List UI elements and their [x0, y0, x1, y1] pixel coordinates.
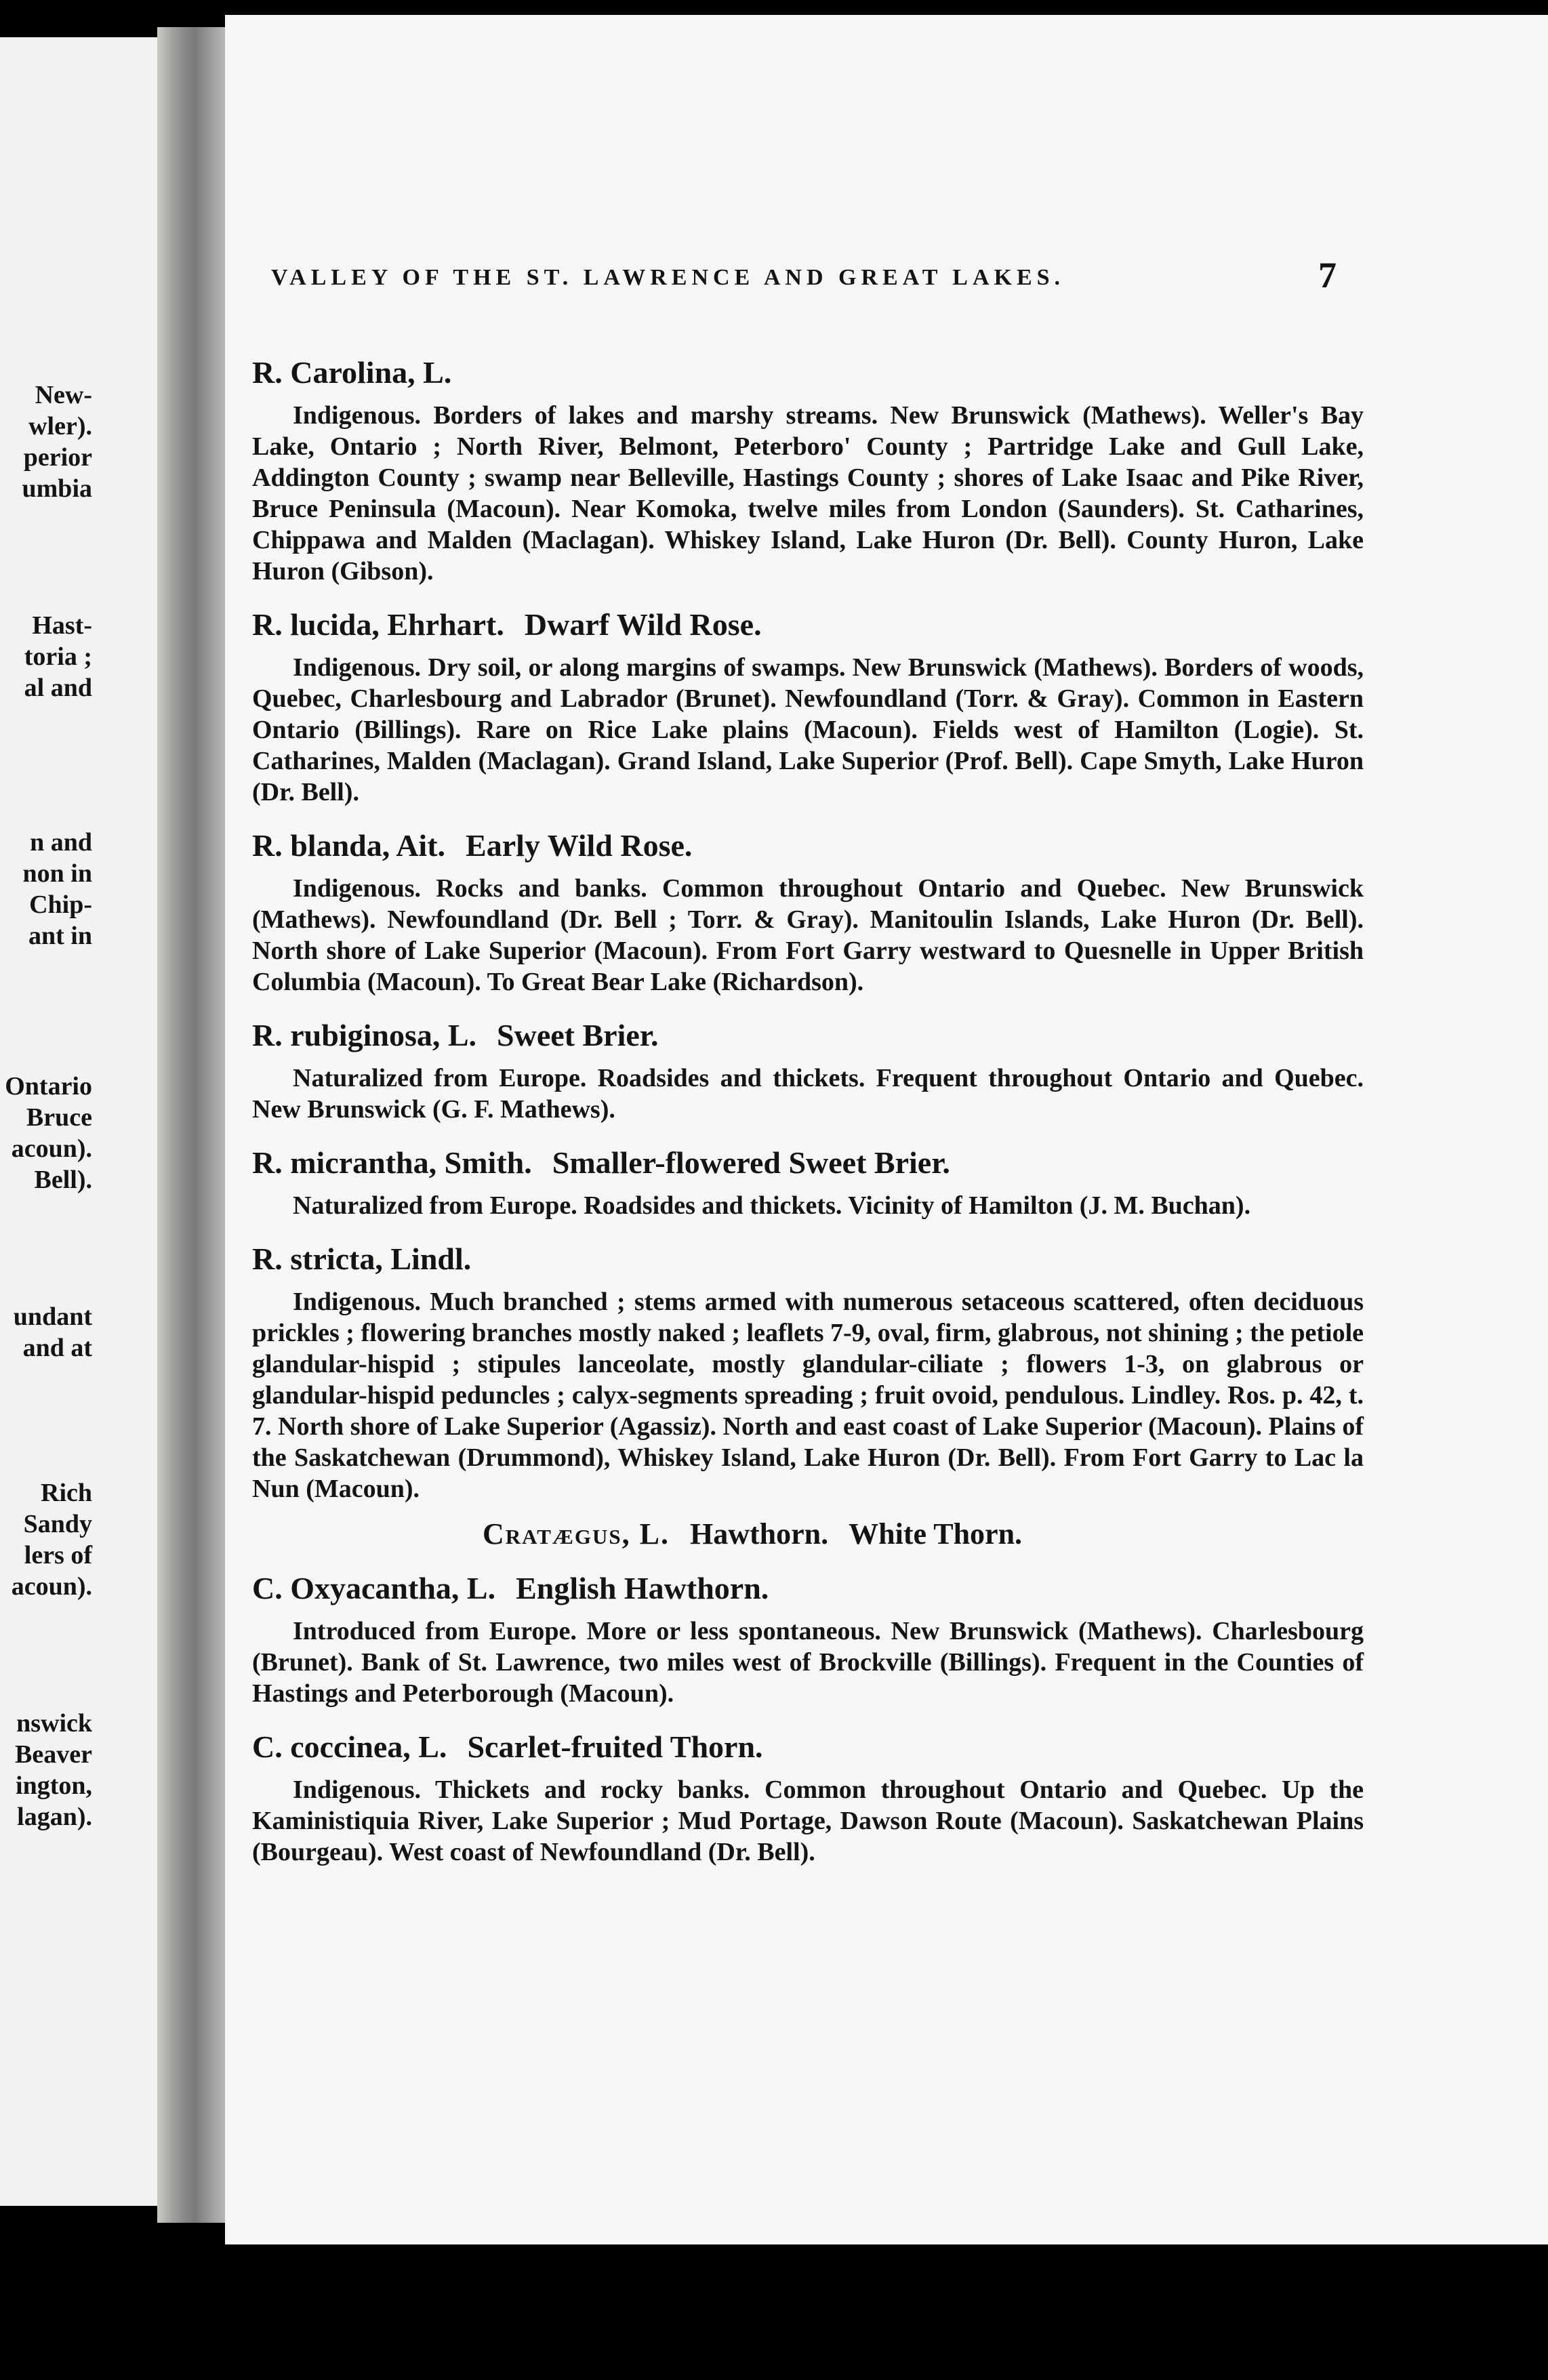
species-name: R. micrantha, Smith. — [252, 1145, 532, 1180]
left-page-fragment: Bell). — [34, 1166, 92, 1194]
species-name: R. lucida, Ehrhart. — [252, 607, 504, 642]
species-entry — [252, 1568, 1364, 1709]
page-header — [163, 247, 1356, 302]
left-page-fragment: perior — [23, 443, 92, 472]
left-page-fragment: undant — [13, 1302, 92, 1331]
common-name: Smaller-flowered Sweet Brier. — [552, 1145, 950, 1180]
genus-common-name-alt: White Thorn. — [849, 1517, 1023, 1551]
species-description: Naturalized from Europe. Roadsides and thickets. Vicinity of Hamilton (J. M. Buchan). — [293, 1191, 1251, 1220]
species-heading — [252, 604, 1364, 645]
common-name: Sweet Brier. — [497, 1018, 659, 1052]
species-name: R. Carolina, L. — [252, 355, 452, 390]
species-description: Introduced from Europe. More or less spontaneous. New Brunswick (Mathews). Charlesbourg (Brunet). Bank of St. Lawrence, two miles west of Brockville (Billings). Frequent in the Counties of Hastings and Peterborough (Macoun). — [252, 1617, 1364, 1708]
left-page-fragment: Bruce — [26, 1103, 92, 1132]
species-entry — [252, 1239, 1364, 1504]
page-content — [252, 352, 1364, 1868]
species-description: Indigenous. Borders of lakes and marshy streams. New Brunswick (Mathews). Weller's Bay Lake, Ontario ; North River, Belmont, Peterboro' County ; Partridge Lake and Gull Lake, Addington County ; swamp near Belleville, Hastings County ; shores of Lake Isaac and Pike River, Bruce Peninsula (Macoun). Near Komoka, twelve miles from London (Saunders). St. Catharines, Chippawa and Malden (Maclagan). Whiskey Island, Lake Huron (Dr. Bell). County Huron, Lake Huron (Gibson). — [252, 401, 1364, 586]
left-page-fragment: nswick — [16, 1709, 92, 1738]
species-heading — [252, 825, 1364, 866]
left-page-fragment: umbia — [22, 474, 92, 503]
left-page-edge — [0, 37, 157, 2206]
left-page-fragment: lers of — [24, 1541, 92, 1569]
common-name: English Hawthorn. — [516, 1571, 769, 1605]
genus-name: Cratægus, L. — [483, 1517, 670, 1551]
book-gutter — [157, 27, 225, 2223]
left-page-fragment: toria ; — [24, 642, 92, 671]
species-description: Indigenous. Thickets and rocky banks. Common throughout Ontario and Quebec. Up the Kaministiquia River, Lake Superior ; Mud Portage, Dawson Route (Macoun). Saskatchewan Plains (Bourgeau). West coast of Newfoundland (Dr. Bell). — [252, 1776, 1364, 1866]
species-entry — [252, 604, 1364, 808]
species-entry — [252, 1727, 1364, 1868]
left-page-fragment: n and — [30, 828, 92, 857]
running-head: VALLEY OF THE ST. LAWRENCE AND GREAT LAKES. — [271, 265, 1065, 290]
common-name: Dwarf Wild Rose. — [524, 607, 762, 642]
left-page-fragment: acoun). — [11, 1572, 92, 1601]
left-page-fragment: Rich — [41, 1479, 92, 1507]
left-page-fragment: Beaver — [15, 1740, 92, 1769]
common-name: Scarlet-fruited Thorn. — [467, 1729, 763, 1764]
species-name: C. coccinea, L. — [252, 1729, 447, 1764]
genus-heading — [252, 1514, 1364, 1555]
common-name: Early Wild Rose. — [466, 828, 693, 863]
left-page-fragment: Chip- — [29, 890, 92, 919]
left-page-fragment: ington, — [16, 1771, 92, 1800]
left-page-fragment: al and — [24, 674, 92, 702]
species-name: R. blanda, Ait. — [252, 828, 446, 863]
species-heading — [252, 1727, 1364, 1767]
species-description: Indigenous. Much branched ; stems armed with numerous setaceous scattered, often deciduous prickles ; flowering branches mostly naked ; leaflets 7-9, oval, firm, glabrous, not shining ; the petiole glandular-hispid ; stipules lanceolate, mostly glandular-ciliate ; flowers 1-3, on glabrous or glandular-hispid peduncles ; calyx-segments spreading ; fruit ovoid, pendulous. Lindley. Ros. p. 42, t. 7. North shore of Lake Superior (Agassiz). North and east coast of Lake Superior (Macoun). Plains of the Saskatchewan (Drummond), Whiskey Island, Lake Huron (Dr. Bell). From Fort Garry to Lac la Nun (Macoun). — [252, 1288, 1364, 1503]
left-page-fragment: Ontario — [5, 1072, 92, 1101]
species-heading — [252, 1239, 1364, 1279]
species-name: C. Oxyacantha, L. — [252, 1571, 496, 1605]
left-page-fragment: acoun). — [11, 1134, 92, 1163]
left-page-fragment: New- — [35, 381, 92, 409]
species-entry — [252, 1143, 1364, 1221]
left-page-fragment: Sandy — [23, 1510, 92, 1538]
species-heading — [252, 1143, 1364, 1183]
left-page-fragment: ant in — [28, 922, 92, 950]
species-name: R. stricta, Lindl. — [252, 1242, 472, 1276]
left-page-fragment: wler). — [28, 412, 92, 440]
page-number: 7 — [1318, 255, 1337, 295]
left-page-fragment: non in — [22, 859, 92, 888]
left-page-fragment: and at — [22, 1334, 92, 1362]
genus-common-name: Hawthorn. — [690, 1517, 829, 1551]
species-entry — [252, 352, 1364, 587]
species-description: Naturalized from Europe. Roadsides and thickets. Frequent throughout Ontario and Quebec. New Brunswick (G. F. Mathews). — [252, 1064, 1364, 1124]
species-heading — [252, 1015, 1364, 1056]
species-heading — [252, 1568, 1364, 1609]
species-description: Indigenous. Rocks and banks. Common throughout Ontario and Quebec. New Brunswick (Mathews). Newfoundland (Dr. Bell ; Torr. & Gray). Manitoulin Islands, Lake Huron (Dr. Bell). North shore of Lake Superior (Macoun). From Fort Garry westward to Quesnelle in Upper British Columbia (Macoun). To Great Bear Lake (Richardson). — [252, 874, 1364, 996]
left-page-fragment: lagan). — [17, 1803, 92, 1831]
left-page-fragment: Hast- — [32, 611, 92, 640]
species-heading — [252, 352, 1364, 393]
species-name: R. rubiginosa, L. — [252, 1018, 477, 1052]
species-entry — [252, 825, 1364, 998]
species-entry — [252, 1015, 1364, 1125]
species-description: Indigenous. Dry soil, or along margins of swamps. New Brunswick (Mathews). Borders of woods, Quebec, Charlesbourg and Labrador (Brunet). Newfoundland (Torr. & Gray). Common in Eastern Ontario (Billings). Rare on Rice Lake plains (Macoun). Fields west of Hamilton (Logie). St. Catharines, Malden (Maclagan). Grand Island, Lake Superior (Prof. Bell). Cape Smyth, Lake Huron (Dr. Bell). — [252, 653, 1364, 806]
